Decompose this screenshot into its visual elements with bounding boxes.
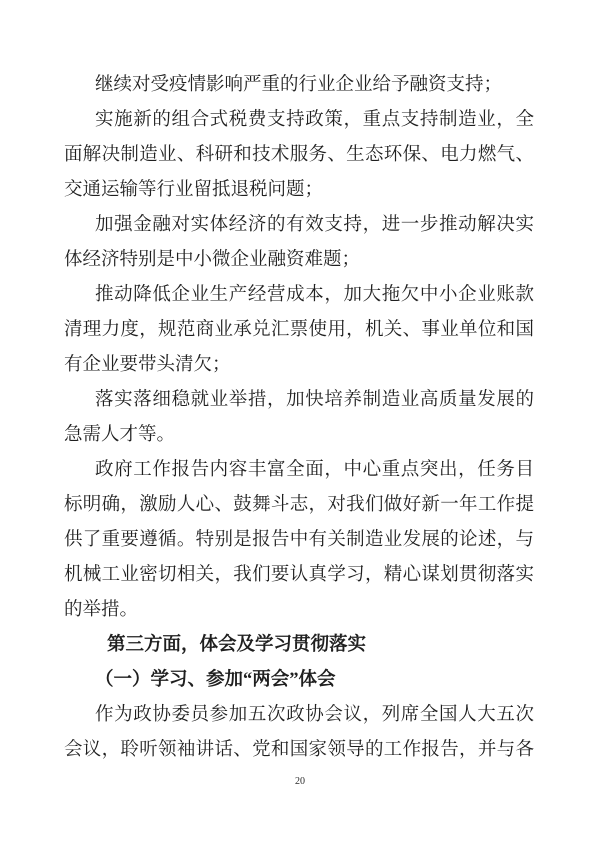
text-line: 推动降低企业生产经营成本，加大拖欠中小企业账款: [95, 285, 534, 305]
text-line: 标明确，激励人心、鼓舞斗志，对我们做好新一年工作提: [64, 495, 534, 515]
text-line: 政府工作报告内容丰富全面，中心重点突出，任务目: [95, 460, 534, 480]
heading-line: （一）学习、参加“两会”体会: [95, 670, 336, 690]
text-line: 会议，聆听领袖讲话、党和国家领导的工作报告，并与各: [64, 740, 534, 760]
text-line: 实施新的组合式税费支持政策，重点支持制造业，全: [95, 110, 534, 130]
text-line: 的举措。: [64, 600, 139, 620]
text-line: 继续对受疫情影响严重的行业企业给予融资支持；: [95, 75, 503, 95]
text-line: 体经济特别是中小微企业融资难题；: [64, 250, 361, 270]
text-line: 面解决制造业、科研和技术服务、生态环保、电力燃气、: [64, 145, 534, 165]
text-line: 机械工业密切相关，我们要认真学习，精心谋划贯彻落实: [64, 565, 534, 585]
document-body: [64, 68, 534, 768]
text-line: 加强金融对实体经济的有效支持，进一步推动解决实: [95, 215, 534, 235]
page-number: 20: [295, 776, 305, 787]
text-line: 交通运输等行业留抵退税问题；: [64, 180, 324, 200]
text-line: 供了重要遵循。特别是报告中有关制造业发展的论述，与: [64, 530, 534, 550]
page-footer: [0, 771, 600, 789]
heading-line: 第三方面，体会及学习贯彻落实: [107, 635, 367, 655]
text-line: 急需人才等。: [64, 425, 176, 445]
text-line: 落实落细稳就业举措，加快培养制造业高质量发展的: [95, 390, 534, 410]
text-line: 有企业要带头清欠；: [64, 355, 231, 375]
text-line: 作为政协委员参加五次政协会议，列席全国人大五次: [95, 705, 534, 725]
text-line: 清理力度，规范商业承兑汇票使用，机关、事业单位和国: [64, 320, 534, 340]
